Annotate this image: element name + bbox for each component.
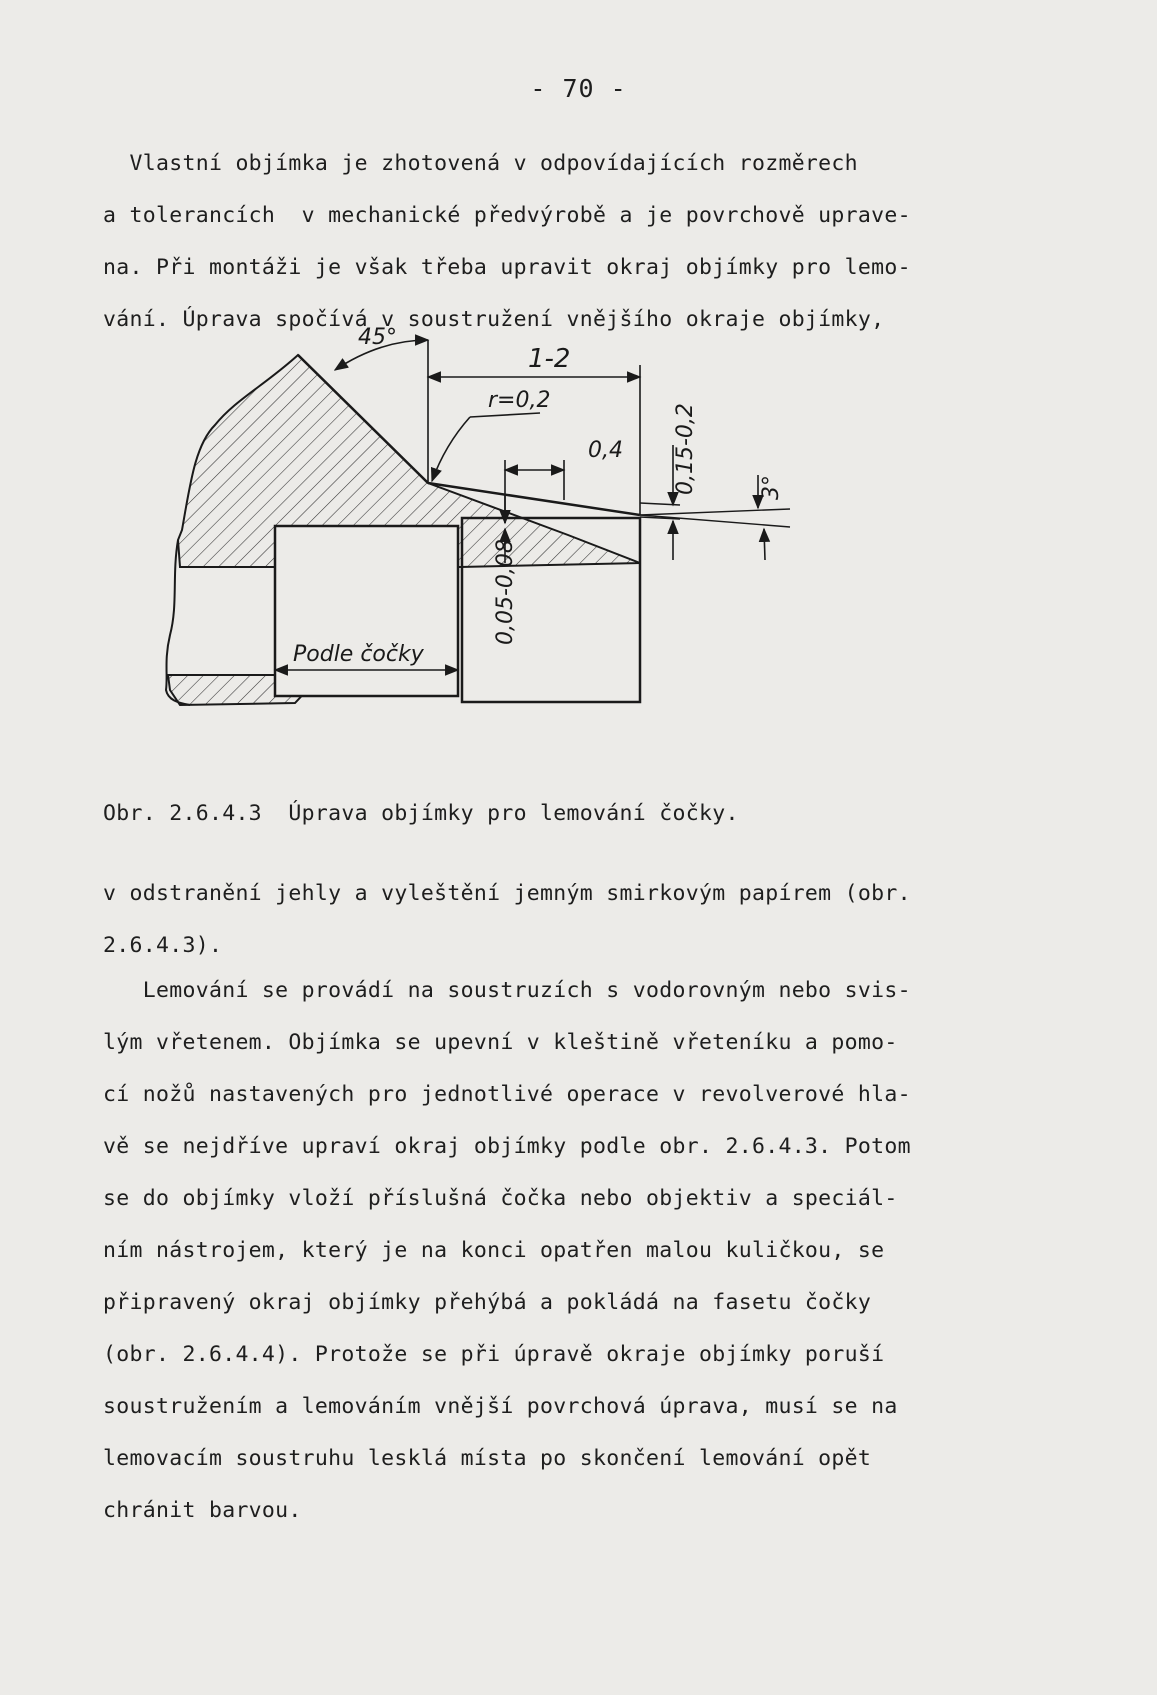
text-line: chránit barvou. (103, 1498, 302, 1523)
label-3-degrees: 3° (759, 475, 784, 500)
label-radius: r=0,2 (488, 388, 551, 413)
text-line: 2.6.4.3). (103, 933, 223, 958)
text-line: se do objímky vloží příslušná čočka nebo objektiv a speciál- (103, 1186, 898, 1211)
label-45-degrees: 45° (358, 325, 397, 350)
text-line: lým vřetenem. Objímka se upevní v kleštině vřeteníku a pomo- (103, 1030, 898, 1055)
text-line: cí nožů nastavených pro jednotlivé operace v revolverové hla- (103, 1082, 911, 1107)
text-line: připravený okraj objímky přehýbá a pokládá na fasetu čočky (103, 1290, 872, 1315)
figure-caption: Obr. 2.6.4.3 Úprava objímky pro lemování čočky. (103, 801, 739, 826)
paragraph-2 (103, 868, 1063, 972)
text-line: Vlastní objímka je zhotovená v odpovídajících rozměrech (103, 151, 858, 176)
label-0-4: 0,4 (588, 438, 623, 463)
text-line: Lemování se provádí na soustruzích s vodorovným nebo svis- (103, 978, 911, 1003)
label-1-2: 1-2 (528, 344, 571, 374)
text-line: ním nástrojem, který je na konci opatřen malou kuličkou, se (103, 1238, 885, 1263)
text-line: vě se nejdříve upraví okraj objímky podle obr. 2.6.4.3. Potom (103, 1134, 911, 1159)
text-line: lemovacím soustruhu lesklá místa po skončení lemování opět (103, 1446, 872, 1471)
text-line: vání. Úprava spočívá v soustružení vnějšího okraje objímky, (103, 307, 885, 332)
technical-drawing (160, 325, 1060, 790)
label-0-15-0-2: 0,15-0,2 (673, 403, 698, 495)
text-line: (obr. 2.6.4.4). Protože se při úpravě okraje objímky poruší (103, 1342, 885, 1367)
page-number: - 70 - (530, 74, 627, 103)
text-line: v odstranění jehly a vyleštění jemným smirkovým papírem (obr. (103, 881, 911, 906)
paragraph-1 (103, 138, 1063, 346)
text-line: a tolerancích v mechanické předvýrobě a je povrchově uprave- (103, 203, 911, 228)
text-line: na. Při montáži je však třeba upravit okraj objímky pro lemo- (103, 255, 911, 280)
paragraph-3 (103, 965, 1063, 1537)
label-podle-cocky: Podle čočky (293, 642, 424, 667)
text-line: soustružením a lemováním vnější povrchová úprava, musí se na (103, 1394, 898, 1419)
label-0-05-0-08: 0,05-0,08 (493, 539, 518, 645)
